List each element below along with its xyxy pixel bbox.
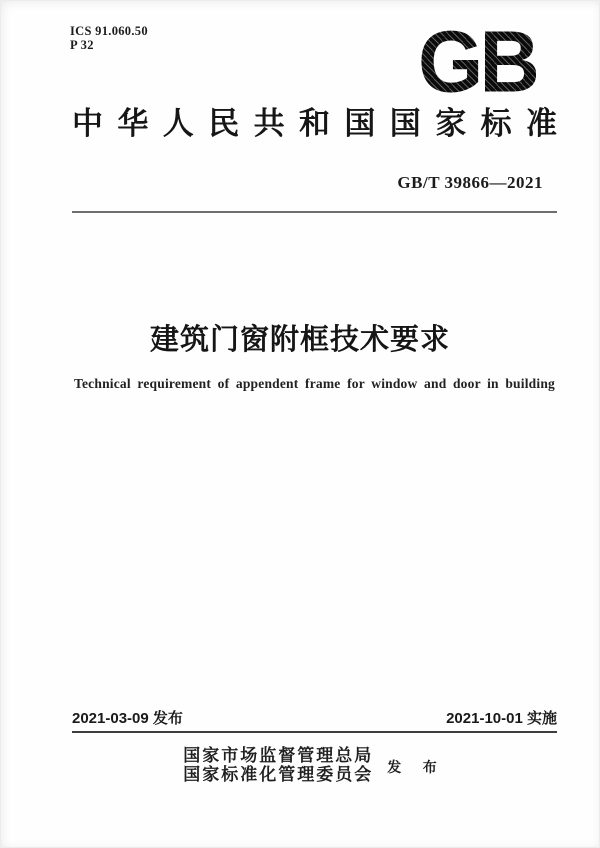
document-title-cn: 建筑门窗附框技术要求 [149,324,450,356]
gb-logo: GB [418,12,536,111]
standard-number: GB/T 39866—2021 [397,173,543,192]
footer-rule [72,731,557,733]
national-standard-title: 中华人民共和国国家标准 [72,106,557,141]
publisher-names [183,746,373,784]
header-rule [72,211,557,213]
dates-row [72,709,557,729]
ics-classification-block [70,24,148,52]
publisher-block [72,746,557,784]
publisher-name-2: 国家标准化管理委员会 [183,765,374,784]
ics-code: ICS 91.060.50 [70,24,148,38]
implementation-date: 2021-10-01 实施 [446,710,557,727]
classification-code: P 32 [70,38,94,52]
document-title-en: Technical requirement of appendent frame for window and door in building [74,376,555,391]
publish-label: 发 布 [387,761,446,776]
publisher-name-1: 国家市场监督管理总局 [183,746,374,765]
issue-date: 2021-03-09 发布 [72,710,183,727]
